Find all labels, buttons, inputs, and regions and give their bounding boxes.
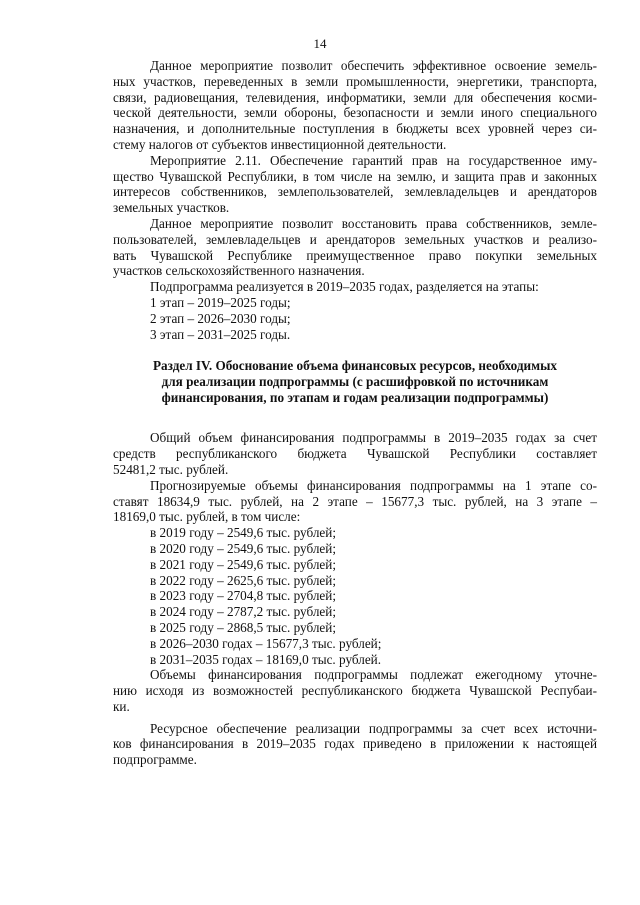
paragraph-resource-provision bbox=[113, 721, 597, 768]
text-line: интересов собственников, землепользователей, землевладельцев и арендаторов bbox=[113, 184, 597, 200]
text-line: Общий объем финансирования подпрограммы в 2019–2035 годах за счет bbox=[150, 430, 597, 446]
text-line: Ресурсное обеспечение реализации подпрограммы за счет всех источни- bbox=[150, 720, 597, 736]
paragraph-stage-funding bbox=[113, 478, 597, 525]
text-line: связи, радиовещания, телевидения, информатики, земли для обеспечения косми- bbox=[113, 89, 597, 105]
section-heading bbox=[113, 358, 597, 406]
year-funding-item: в 2023 году – 2704,8 тыс. рублей; bbox=[150, 588, 336, 604]
text-line: ных участков, переведенных в земли промышленности, энергетики, транспорта, bbox=[113, 73, 597, 89]
year-funding-item: в 2022 году – 2625,6 тыс. рублей; bbox=[150, 572, 336, 588]
yearly-funding-list bbox=[113, 525, 597, 667]
text-line: участков сельскохозяйственного назначения. bbox=[113, 263, 365, 279]
year-funding-item: в 2025 году – 2868,5 тыс. рублей; bbox=[150, 619, 336, 635]
text-line: средств республиканского бюджета Чувашской Республики составляет bbox=[113, 446, 597, 462]
paragraph-rights-restoration bbox=[113, 216, 597, 279]
stage-item: 1 этап – 2019–2025 годы; bbox=[150, 294, 291, 310]
text-line: ков финансирования в 2019–2035 годах приведено в приложении к настоящей bbox=[113, 736, 597, 752]
paragraph-annual-refinement bbox=[113, 667, 597, 714]
text-line: подпрограмме. bbox=[113, 752, 197, 768]
text-line: Объемы финансирования подпрограммы подлежат ежегодному уточне- bbox=[150, 667, 597, 683]
year-funding-item: в 2021 году – 2549,6 тыс. рублей; bbox=[150, 556, 336, 572]
paragraph-land-development bbox=[113, 58, 597, 153]
paragraph-measure-2-11 bbox=[113, 153, 597, 216]
year-funding-item: в 2024 году – 2787,2 тыс. рублей; bbox=[150, 604, 336, 620]
text-line: Мероприятие 2.11. Обеспечение гарантий прав на государственное иму- bbox=[150, 152, 597, 168]
text-line: ческой деятельности, земли обороны, безопасности и земли иного специального bbox=[113, 105, 597, 121]
year-funding-item: в 2026–2030 годах – 15677,3 тыс. рублей; bbox=[150, 635, 382, 651]
text-line: щество Чувашской Республики, в том числе на землю, и защита прав и законных bbox=[113, 168, 597, 184]
text-line: земельных участков. bbox=[113, 200, 230, 216]
text-line: Прогнозируемые объемы финансирования подпрограммы на 1 этапе со- bbox=[150, 477, 597, 493]
year-funding-item: в 2020 году – 2549,6 тыс. рублей; bbox=[150, 540, 336, 556]
year-funding-item: в 2019 году – 2549,6 тыс. рублей; bbox=[150, 525, 336, 541]
heading-line: Раздел IV. Обоснование объема финансовых ресурсов, необходимых bbox=[152, 358, 558, 374]
text-line: нию исходя из возможностей республиканского бюджета Чувашской Респубаи- bbox=[113, 683, 597, 699]
text-line: вать Чувашской Республике преимущественное право покупки земельных bbox=[113, 247, 597, 263]
text-line: стему налогов от субъектов инвестиционной деятельности. bbox=[113, 136, 447, 152]
stage-item: 3 этап – 2031–2025 годы. bbox=[150, 326, 291, 342]
text-line: Данное мероприятие позволит обеспечить эффективное освоение земель- bbox=[150, 58, 597, 73]
text-line: 18169,0 тыс. рублей, в том числе: bbox=[113, 509, 301, 525]
text-line: ставят 18634,9 тыс. рублей, на 2 этапе – 15677,3 тыс. рублей, на 3 этапе – bbox=[113, 493, 597, 509]
text-line: 52481,2 тыс. рублей. bbox=[113, 461, 229, 477]
year-funding-item: в 2031–2035 годах – 18169,0 тыс. рублей. bbox=[150, 651, 382, 667]
text-line: пользователей, землевладельцев и арендаторов земельных участков и реализо- bbox=[113, 231, 597, 247]
stages-list bbox=[113, 295, 597, 342]
paragraph-stages-intro: Подпрограмма реализуется в 2019–2035 годах, разделяется на этапы: bbox=[150, 279, 539, 295]
text-line: ки. bbox=[113, 698, 130, 714]
paragraph-total-funding bbox=[113, 430, 597, 477]
heading-line: для реализации подпрограммы (с расшифровкой по источникам bbox=[161, 374, 549, 390]
text-line: назначения, и дополнительные поступления в бюджеты всех уровней через си- bbox=[113, 121, 597, 137]
text-line: Данное мероприятие позволит восстановить права собственников, земле- bbox=[150, 215, 597, 231]
stage-item: 2 этап – 2026–2030 годы; bbox=[150, 310, 291, 326]
page-number: 14 bbox=[313, 36, 327, 51]
heading-line: финансирования, по этапам и годам реализации подпрограммы) bbox=[161, 390, 549, 406]
page-content bbox=[113, 58, 597, 768]
